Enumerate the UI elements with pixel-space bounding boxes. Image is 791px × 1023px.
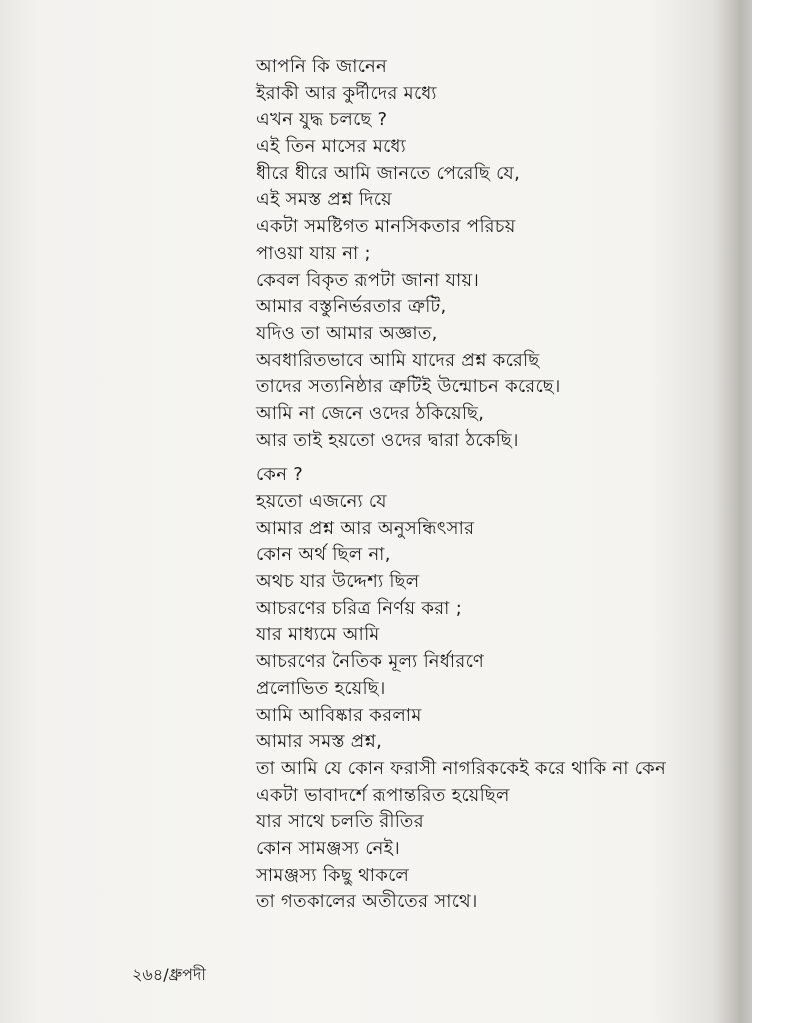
poem-line: একটা ভাবাদর্শে রূপান্তরিত হয়েছিল [256, 784, 510, 806]
poem-line: প্রলোভিত হয়েছি। [256, 677, 386, 699]
poem-line: ইরাকী আর কুর্দীদের মধ্যে [256, 82, 437, 104]
poem-line: এই সমস্ত প্রশ্ন দিয়ে [256, 189, 392, 211]
poem-line: পাওয়া যায় না ; [256, 242, 371, 264]
poem-line: একটা সমষ্টিগত মানসিকতার পরিচয় [256, 216, 516, 238]
poem-line: সামঞ্জস্য কিছু থাকলে [256, 864, 410, 886]
page-footer-label: ২৬৪/ধ্রুপদী [132, 965, 207, 984]
poem-text [256, 54, 666, 916]
poem-line: কোন অর্থ ছিল না, [256, 544, 391, 566]
scan-margin [752, 0, 791, 1023]
poem-line: কেন ? [256, 464, 304, 486]
poem-line: কোন সামঞ্জস্য নেই। [256, 837, 401, 859]
poem-line: কেবল বিকৃত রূপটা জানা যায়। [256, 269, 480, 291]
poem-line: আমি না জেনে ওদের ঠকিয়েছি, [256, 402, 485, 424]
poem-line: তা গতকালের অতীতের সাথে। [256, 891, 478, 913]
poem-line: আপনি কি জানেন [256, 56, 388, 77]
poem-line: যার সাথে চলতি রীতির [256, 811, 424, 833]
poem-line: আর তাই হয়তো ওদের দ্বারা ঠকেছি। [256, 429, 519, 451]
poem-line: এই তিন মাসের মধ্যে [256, 136, 406, 158]
poem-line: আমার সমস্ত প্রশ্ন, [256, 731, 383, 753]
poem-line: যদিও তা আমার অজ্ঞাত, [256, 322, 438, 344]
poem-line: আমার প্রশ্ন আর অনুসন্ধিৎসার [256, 517, 475, 539]
poem-line: এখন যুদ্ধ চলছে ? [256, 109, 388, 131]
poem-line: আচরণের নৈতিক মূল্য নির্ধারণে [256, 651, 485, 673]
poem-line: আমার বস্তুনির্ভরতার ত্রুটি, [256, 296, 447, 318]
poem-line: আচরণের চরিত্র নির্ণয় করা ; [256, 597, 463, 619]
poem-line: তাদের সত্যনিষ্ঠার ত্রুটিই উন্মোচন করেছে। [256, 376, 561, 398]
poem-line: অবধারিতভাবে আমি যাদের প্রশ্ন করেছি [256, 349, 540, 371]
page-edge-shadow [712, 0, 752, 1023]
poem-line: হয়তো এজন্যে যে [256, 491, 387, 512]
poem-line: আমি আবিষ্কার করলাম [256, 704, 422, 726]
poem-line: তা আমি যে কোন ফরাসী নাগরিককেই করে থাকি না কেন [256, 757, 667, 779]
poem-line: ধীরে ধীরে আমি জানতে পেরেছি যে, [256, 162, 521, 184]
poem-line: অথচ যার উদ্দেশ্য ছিল [256, 571, 420, 593]
poem-line: যার মাধ্যমে আমি [256, 624, 380, 646]
